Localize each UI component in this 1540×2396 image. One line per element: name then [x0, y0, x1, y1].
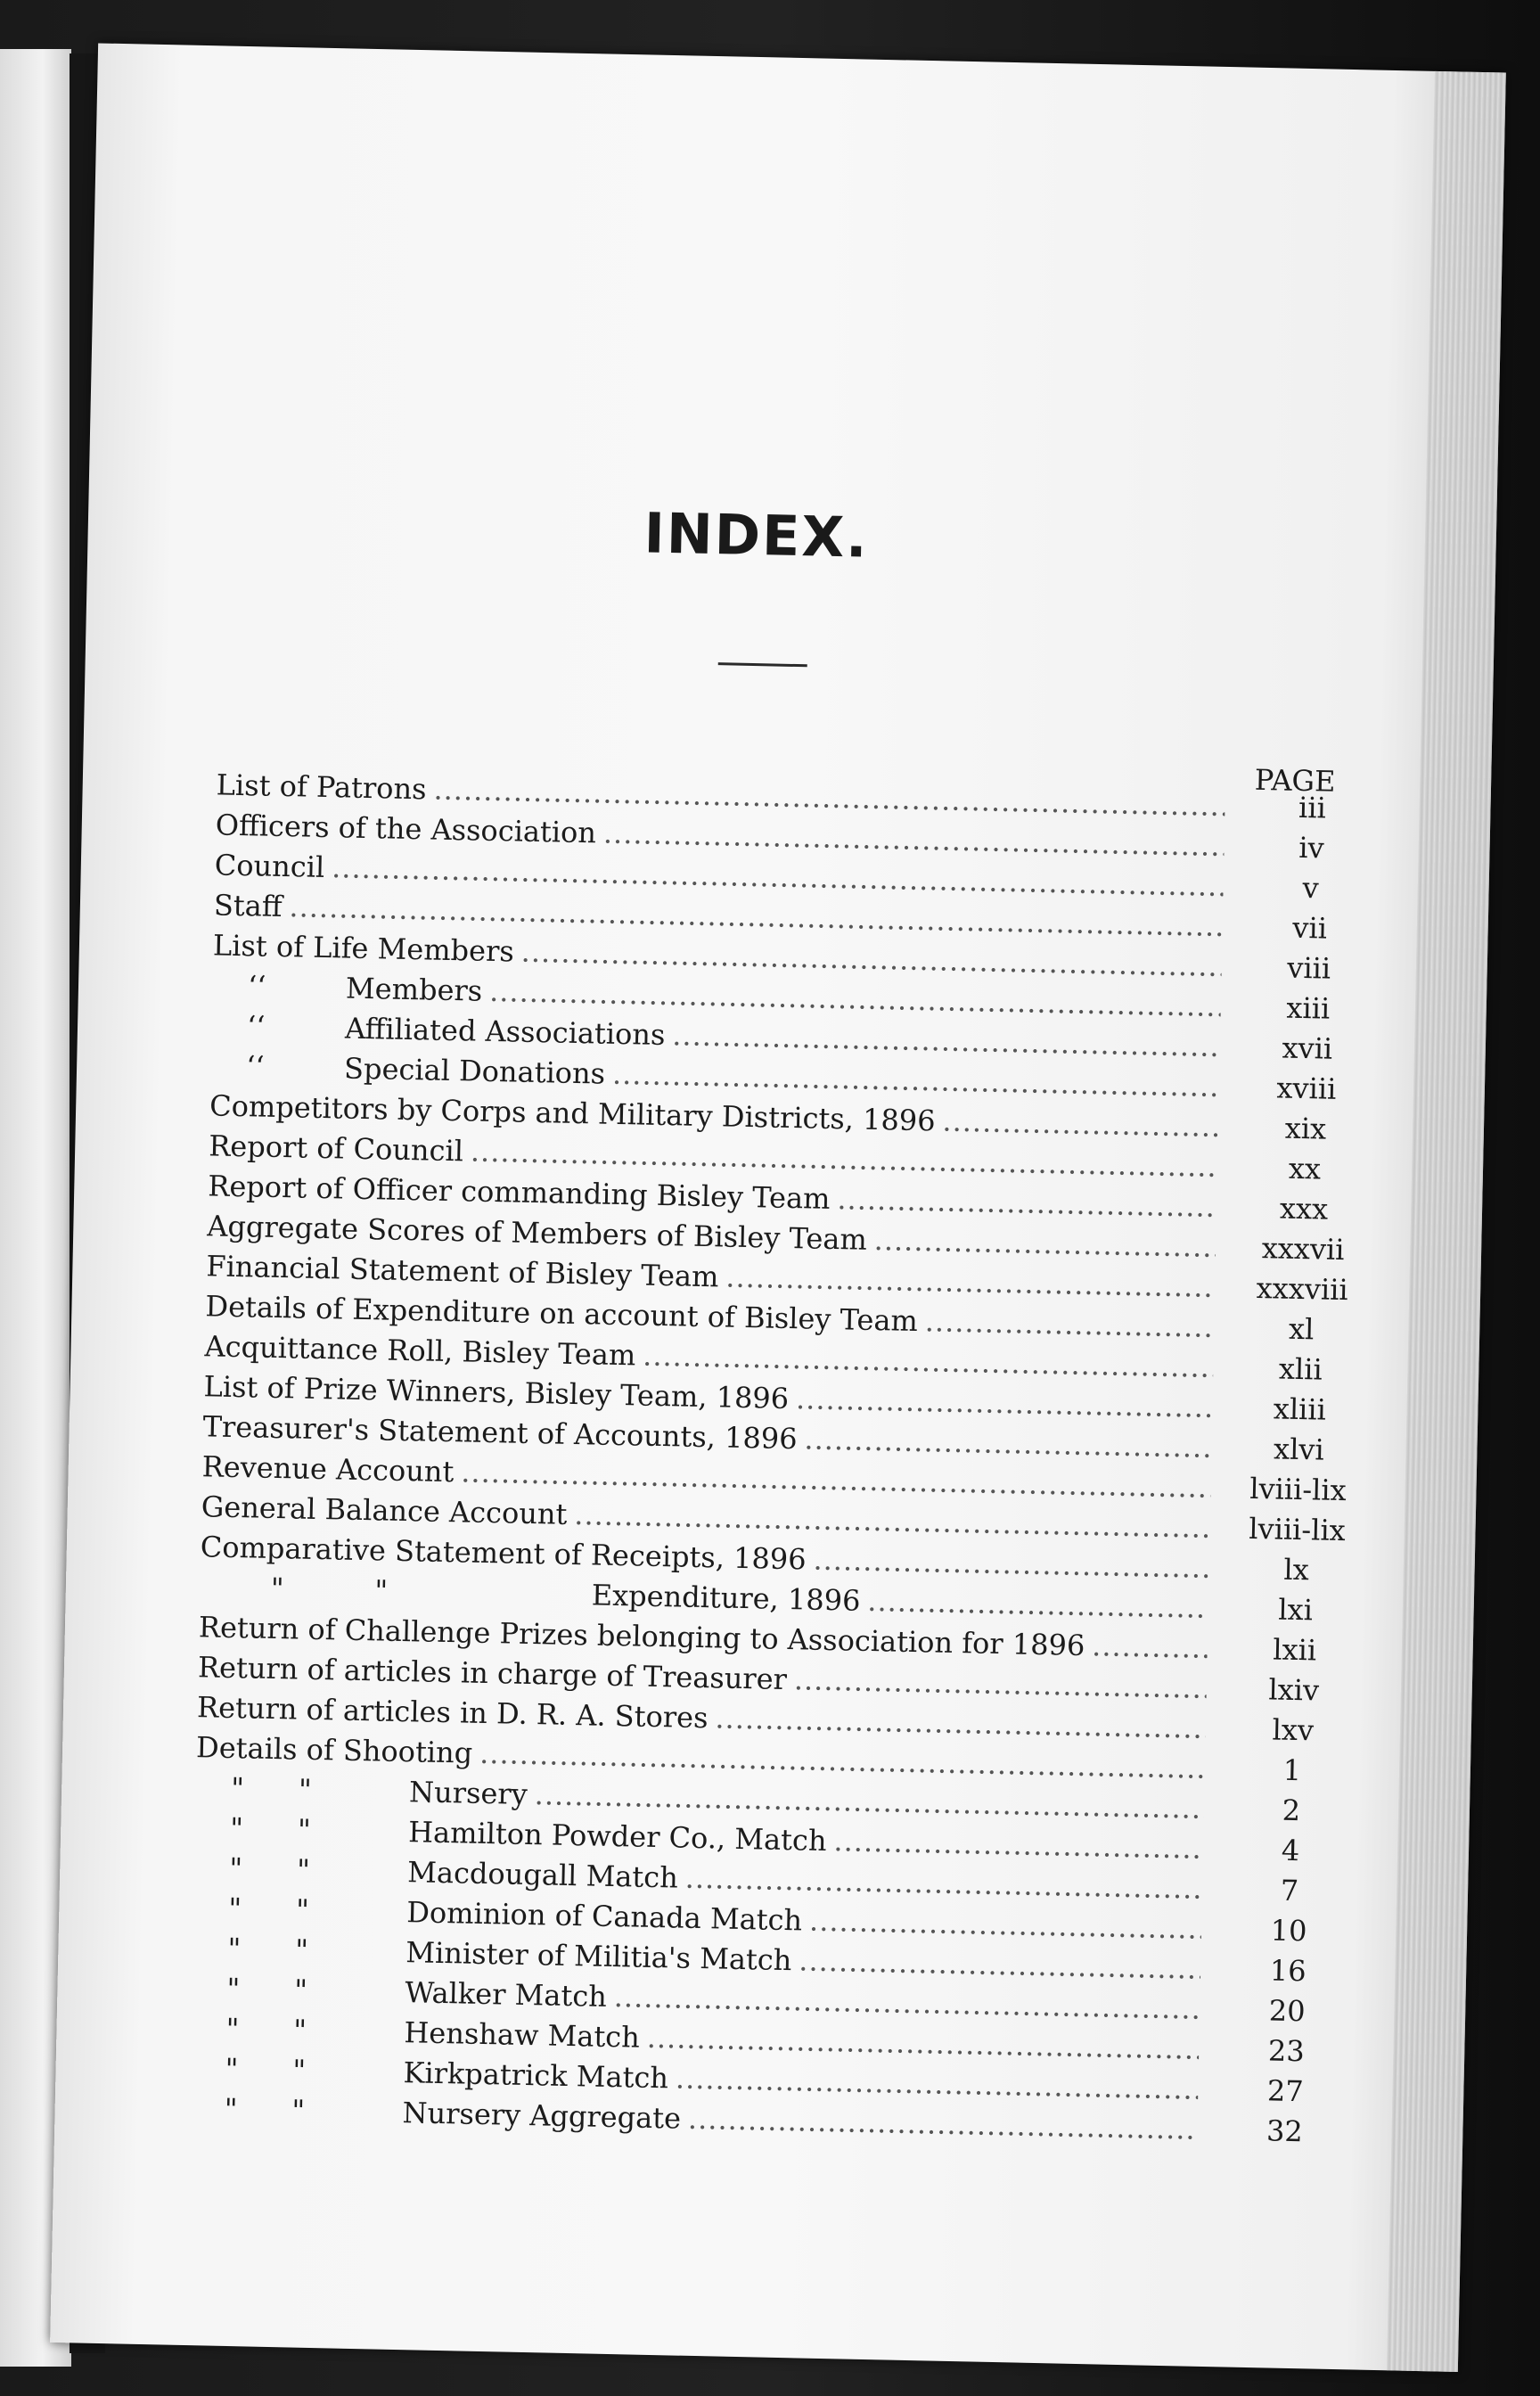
entry-page-number: xx — [1288, 1151, 1322, 1186]
entry-page-number: xl — [1288, 1311, 1315, 1347]
entry-page-number: xlvi — [1273, 1432, 1325, 1467]
entry-page-number: xxxvii — [1261, 1231, 1345, 1268]
entry-page-number: 16 — [1269, 1953, 1307, 1989]
entry-label: Affiliated Associations — [344, 1011, 666, 1053]
entry-page-number: xxxviii — [1256, 1270, 1349, 1308]
entry-page-number: lviii-lix — [1248, 1511, 1347, 1548]
entry-page-number: 4 — [1281, 1833, 1300, 1868]
entry-label: Financial Statement of Bisley Team — [206, 1249, 719, 1294]
entry-label: List of Patrons — [216, 767, 427, 807]
entry-label: Report of Officer commanding Bisley Team — [207, 1169, 831, 1216]
entry-page-number: lxv — [1272, 1712, 1315, 1748]
entry-label: Kirkpatrick Match — [403, 2055, 669, 2096]
entry-page-number: 23 — [1267, 2033, 1306, 2069]
ditto-mark: " " — [229, 1811, 312, 1847]
entry-label: Nursery Aggregate — [402, 2096, 682, 2136]
ditto-mark: " " — [228, 1850, 311, 1887]
entry-label: Competitors by Corps and Military Districts, 1896 — [209, 1088, 936, 1138]
entry-page-number: xlii — [1278, 1351, 1323, 1387]
entry-label: Officers of the Association — [215, 808, 597, 850]
entry-label: Members — [345, 971, 483, 1008]
dot-leader — [833, 1824, 1203, 1866]
entry-label: Walker Match — [405, 1975, 608, 2014]
entry-page-number: lx — [1283, 1552, 1310, 1588]
ditto-mark: " " — [270, 1571, 389, 1608]
entry-label: List of Prize Winners, Bisley Team, 1896 — [203, 1369, 790, 1416]
dot-leader — [873, 1223, 1216, 1264]
ditto-mark: " " — [227, 1931, 309, 1967]
entry-page-number: vii — [1292, 910, 1328, 946]
dot-leader — [942, 1104, 1218, 1144]
entry-page-number: xvii — [1282, 1030, 1333, 1066]
entry-page-number: viii — [1286, 950, 1331, 986]
dot-leader — [924, 1304, 1214, 1344]
entry-page-number: 1 — [1282, 1752, 1302, 1788]
entry-label: Treasurer's Statement of Accounts, 1896 — [202, 1409, 798, 1456]
entry-page-number: xliii — [1273, 1391, 1327, 1427]
ditto-mark: " " — [226, 1971, 308, 2007]
index-page — [50, 43, 1506, 2372]
entry-page-number: 20 — [1268, 1993, 1306, 2029]
ditto-mark: ‘‘ — [245, 1049, 265, 1084]
dot-leader — [1092, 1629, 1208, 1665]
entry-page-number: 32 — [1266, 2113, 1304, 2149]
entry-page-number: iii — [1298, 790, 1327, 825]
entry-page-number: lxiv — [1268, 1672, 1320, 1708]
entry-page-number: xviii — [1276, 1071, 1337, 1106]
entry-label: Minister of Militia's Match — [405, 1935, 792, 1978]
entry-page-number: 27 — [1266, 2073, 1305, 2109]
ditto-mark: " " — [225, 2051, 307, 2088]
entry-label: Macdougall Match — [406, 1855, 679, 1895]
entry-page-number: lviii-lix — [1249, 1471, 1348, 1508]
ditto-mark: " " — [225, 2011, 307, 2047]
entry-page-number: lxi — [1278, 1592, 1314, 1628]
entry-label: Council — [214, 848, 325, 884]
entry-page-number: iv — [1298, 830, 1325, 866]
entry-page-number: 10 — [1270, 1913, 1307, 1949]
entry-label: Aggregate Scores of Members of Bisley Team — [207, 1209, 868, 1257]
entry-label: Report of Council — [208, 1128, 464, 1169]
entry-label: Return of articles in D. R. A. Stores — [196, 1690, 709, 1735]
entry-page-number: lxii — [1272, 1632, 1317, 1668]
dot-leader — [867, 1584, 1208, 1625]
ditto-mark: " " — [227, 1891, 310, 1927]
entry-label: Return of Challenge Prizes belonging to Association for 1896 — [198, 1610, 1085, 1663]
entry-label: Staff — [213, 888, 283, 923]
entry-label: Comparative Statement of Receipts, 1896 — [200, 1530, 807, 1577]
ditto-mark: ‘‘ — [246, 1009, 266, 1044]
entry-label: Hamilton Powder Co., Match — [407, 1815, 827, 1859]
entry-label: Details of Expenditure on account of Bisley Team — [205, 1289, 919, 1339]
dot-leader — [813, 1543, 1209, 1585]
title-rule — [718, 662, 807, 667]
page-column-heading: PAGE — [1254, 762, 1336, 799]
page-title: INDEX. — [643, 500, 870, 570]
entry-label: Return of articles in charge of Treasurer — [197, 1650, 788, 1697]
entry-label: Nursery — [408, 1775, 528, 1811]
entry-page-number: 2 — [1282, 1793, 1301, 1828]
entry-label: Special Donations — [343, 1051, 606, 1091]
entry-label: Expenditure, 1896 — [591, 1578, 861, 1618]
index-entries — [188, 767, 1393, 2155]
entry-label: Revenue Account — [201, 1449, 455, 1489]
dot-leader — [809, 1904, 1202, 1946]
entry-page-number: xxx — [1279, 1191, 1329, 1227]
ditto-mark: " " — [224, 2091, 306, 2128]
dot-leader — [799, 1943, 1201, 1985]
entry-page-number: xix — [1284, 1111, 1327, 1146]
entry-label: General Balance Account — [201, 1489, 568, 1531]
entry-label: Dominion of Canada Match — [405, 1895, 803, 1938]
entry-page-number: v — [1302, 870, 1320, 906]
dot-leader — [837, 1182, 1216, 1224]
dot-leader — [804, 1422, 1212, 1465]
entry-page-number: 7 — [1280, 1873, 1299, 1908]
entry-label: Details of Shooting — [195, 1730, 473, 1770]
entry-label: Acquittance Roll, Bisley Team — [204, 1329, 636, 1373]
entry-label: Henshaw Match — [404, 2015, 641, 2055]
entry-page-number: xiii — [1286, 990, 1331, 1026]
ditto-mark: ‘‘ — [247, 969, 266, 1004]
ditto-mark: " " — [230, 1771, 313, 1807]
entry-label: List of Life Members — [212, 928, 515, 969]
